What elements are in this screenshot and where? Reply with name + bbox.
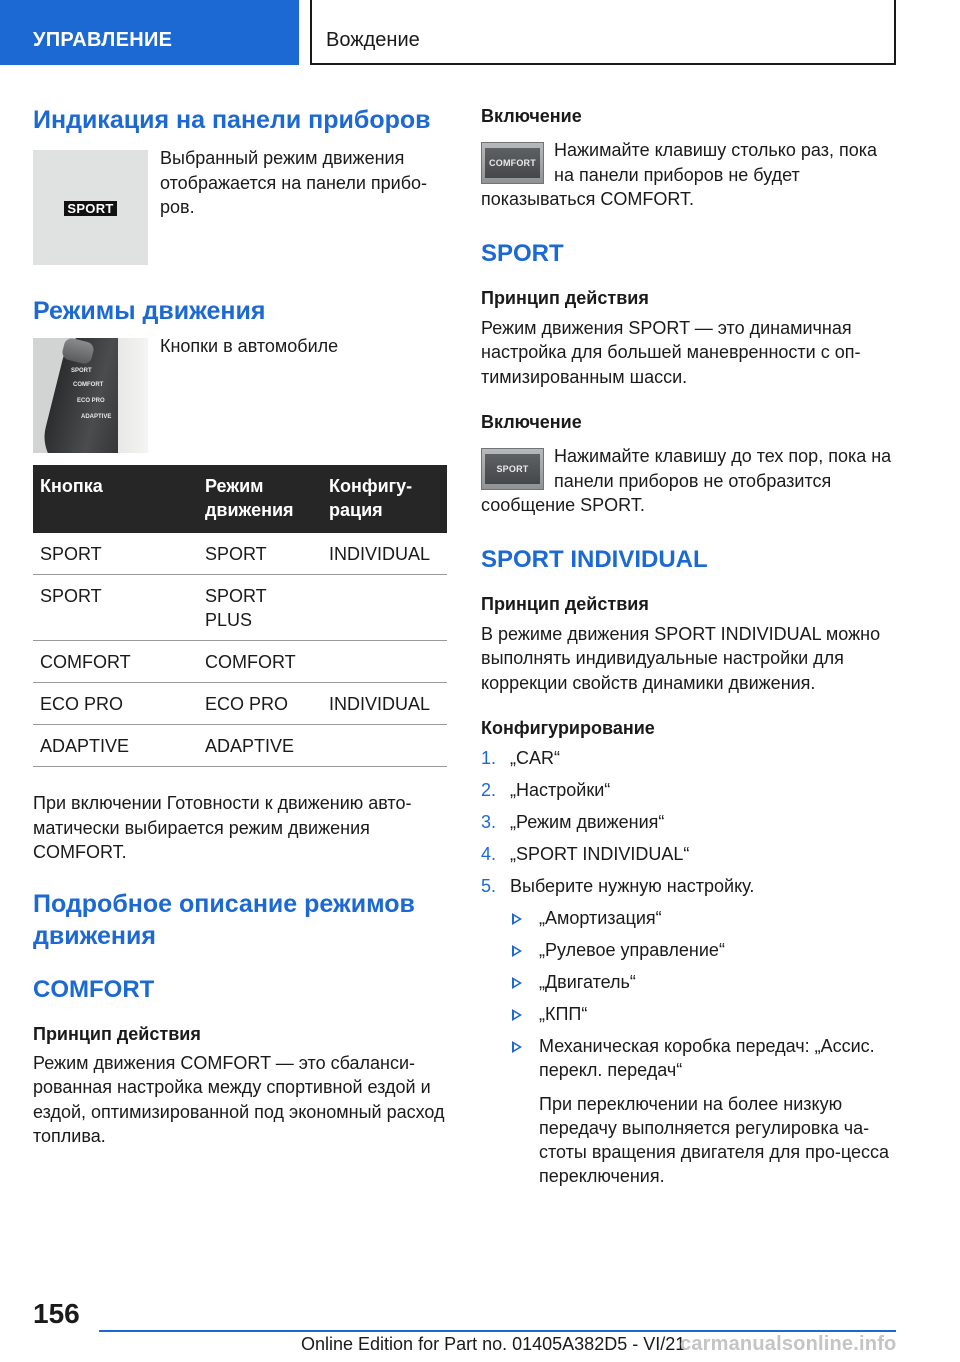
table-cell: COMFORT <box>33 641 198 683</box>
comfort-on-heading: Включение <box>481 106 582 126</box>
table-cell: ADAPTIVE <box>33 725 198 767</box>
si-principle-heading: Принцип действия <box>481 593 649 614</box>
detail-heading: Подробное описание режимов движения <box>33 889 415 950</box>
config-steps <box>481 746 896 898</box>
substep-text: „Двигатель“ <box>539 972 636 992</box>
list-item <box>481 874 896 898</box>
footer-edition: Online Edition for Part no. 01405A382D5 - VI/21 <box>301 1334 686 1354</box>
console-button-label: SPORT <box>71 368 92 374</box>
modes-image-text: Кнопки в автомобиле <box>160 338 339 356</box>
list-item <box>510 938 896 962</box>
list-item <box>481 842 896 866</box>
indicator-block <box>33 150 447 265</box>
comfort-on-text: Нажимайте клавишу столько раз, пока на панели приборов не будет показываться COMFORT. <box>481 142 877 209</box>
table-cell <box>322 725 447 767</box>
step-number: 2. <box>481 780 497 800</box>
console-button-label: COMFORT <box>73 382 104 388</box>
console-button-label: ECO PRO <box>77 398 105 404</box>
step-text: „CAR“ <box>510 748 560 768</box>
substep-text: Механическая коробка передач: „Ассис. перекл. передач“ <box>539 1036 875 1080</box>
after-table-text: При включении Готовности к движению авто-матически выбирается режим движения COMFORT. <box>33 793 412 862</box>
comfort-on-block <box>481 142 896 212</box>
step-text: Выберите нужную настройку. <box>510 876 755 896</box>
triangle-bullet-icon <box>512 977 522 989</box>
table-cell: INDIVIDUAL <box>322 533 447 575</box>
table-cell: SPORT <box>33 575 198 641</box>
substep-note: При переключении на более низкую передачу выполняется регулировка ча-стоты вращения двигателя для про-цесса переключения. <box>539 1094 890 1186</box>
sport-individual-heading: SPORT INDIVIDUAL <box>481 545 708 573</box>
section-tab <box>0 0 299 65</box>
sport-button-label: SPORT <box>485 454 540 484</box>
step-number: 5. <box>481 876 497 896</box>
table-row <box>33 575 447 641</box>
sport-on-text: Нажимайте клавишу до тех пор, пока на панели приборов не отобразится сообщение SPORT. <box>481 448 892 515</box>
sport-on-heading: Включение <box>481 412 582 432</box>
console-buttons-image <box>33 338 148 453</box>
step-text: „SPORT INDIVIDUAL“ <box>510 844 690 864</box>
table-cell: COMFORT <box>198 641 322 683</box>
table-cell: ADAPTIVE <box>198 725 322 767</box>
console-wall <box>118 338 148 453</box>
table-cell <box>322 575 447 641</box>
list-item <box>510 906 896 930</box>
console-button-label: ADAPTIVE <box>81 414 112 420</box>
list-item <box>510 1002 896 1026</box>
modes-image-block <box>33 338 447 453</box>
table-row <box>33 533 447 575</box>
table-row <box>33 641 447 683</box>
page-number: 156 <box>33 1298 80 1329</box>
table-cell: SPORT <box>33 533 198 575</box>
indicator-text: Выбранный режим движения отображается на панели прибо-ров. <box>160 150 428 217</box>
sport-indicator-image <box>33 150 148 265</box>
list-item <box>481 810 896 834</box>
config-substeps <box>510 906 896 1188</box>
substep-text: „Амортизация“ <box>539 908 662 928</box>
si-principle-text: В режиме движения SPORT INDIVIDUAL можно выполнять индивидуальные настройки для коррекции свойств динамики движения. <box>481 623 881 693</box>
table-row <box>33 683 447 725</box>
sport-principle-heading: Принцип действия <box>481 287 649 308</box>
table-header-row <box>33 465 447 533</box>
table-header-cell: Кнопка <box>33 465 198 533</box>
table-cell: ECO PRO <box>198 683 322 725</box>
substep-text: „КПП“ <box>539 1004 588 1024</box>
triangle-bullet-icon <box>512 1041 522 1053</box>
watermark: carmanualsonline.info <box>680 1333 897 1355</box>
step-text: „Режим движения“ <box>510 812 665 832</box>
triangle-bullet-icon <box>512 1009 522 1021</box>
modes-heading: Режимы движения <box>33 297 266 325</box>
list-item <box>481 746 896 770</box>
triangle-bullet-icon <box>512 945 522 957</box>
section-title: УПРАВЛЕНИЕ <box>33 29 173 51</box>
sport-indicator-label: SPORT <box>64 201 117 216</box>
comfort-principle-heading: Принцип действия <box>33 1023 201 1044</box>
sport-heading: SPORT <box>481 239 564 267</box>
comfort-heading: COMFORT <box>33 975 155 1003</box>
triangle-bullet-icon <box>512 913 522 925</box>
chapter-tab <box>311 0 896 65</box>
sport-button-image <box>481 448 544 490</box>
right-column <box>481 104 896 1196</box>
table-cell: SPORT <box>198 533 322 575</box>
list-item <box>510 1034 896 1188</box>
table-cell: INDIVIDUAL <box>322 683 447 725</box>
comfort-principle-text: Режим движения COMFORT — это сбаланси-рованная настройка между спортивной ездой и ездой, оптимизированной под экономный расход топлива. <box>33 1052 445 1146</box>
sport-on-block <box>481 448 896 518</box>
config-heading: Конфигурирование <box>481 718 655 738</box>
chapter-title: Вождение <box>326 29 420 51</box>
comfort-button-label: COMFORT <box>485 148 540 178</box>
table-row <box>33 725 447 767</box>
modes-table <box>33 465 447 767</box>
table-cell: SPORT PLUS <box>198 575 322 641</box>
table-header-cell: Режим движения <box>198 465 322 533</box>
step-number: 3. <box>481 812 497 832</box>
left-column <box>33 104 447 1149</box>
table-cell <box>322 641 447 683</box>
step-number: 1. <box>481 748 497 768</box>
footer-rule <box>99 1330 896 1332</box>
indicator-heading: Индикация на панели приборов <box>33 106 431 134</box>
list-item <box>510 970 896 994</box>
list-item <box>481 778 896 802</box>
step-number: 4. <box>481 844 497 864</box>
table-header-cell: Конфигу-рация <box>322 465 447 533</box>
table-cell: ECO PRO <box>33 683 198 725</box>
sport-principle-text: Режим движения SPORT — это динамичная настройка для большей маневренности с оп-тимизированным шасси. <box>481 317 861 387</box>
comfort-button-image <box>481 142 544 184</box>
substep-text: „Рулевое управление“ <box>539 940 725 960</box>
step-text: „Настройки“ <box>510 780 611 800</box>
